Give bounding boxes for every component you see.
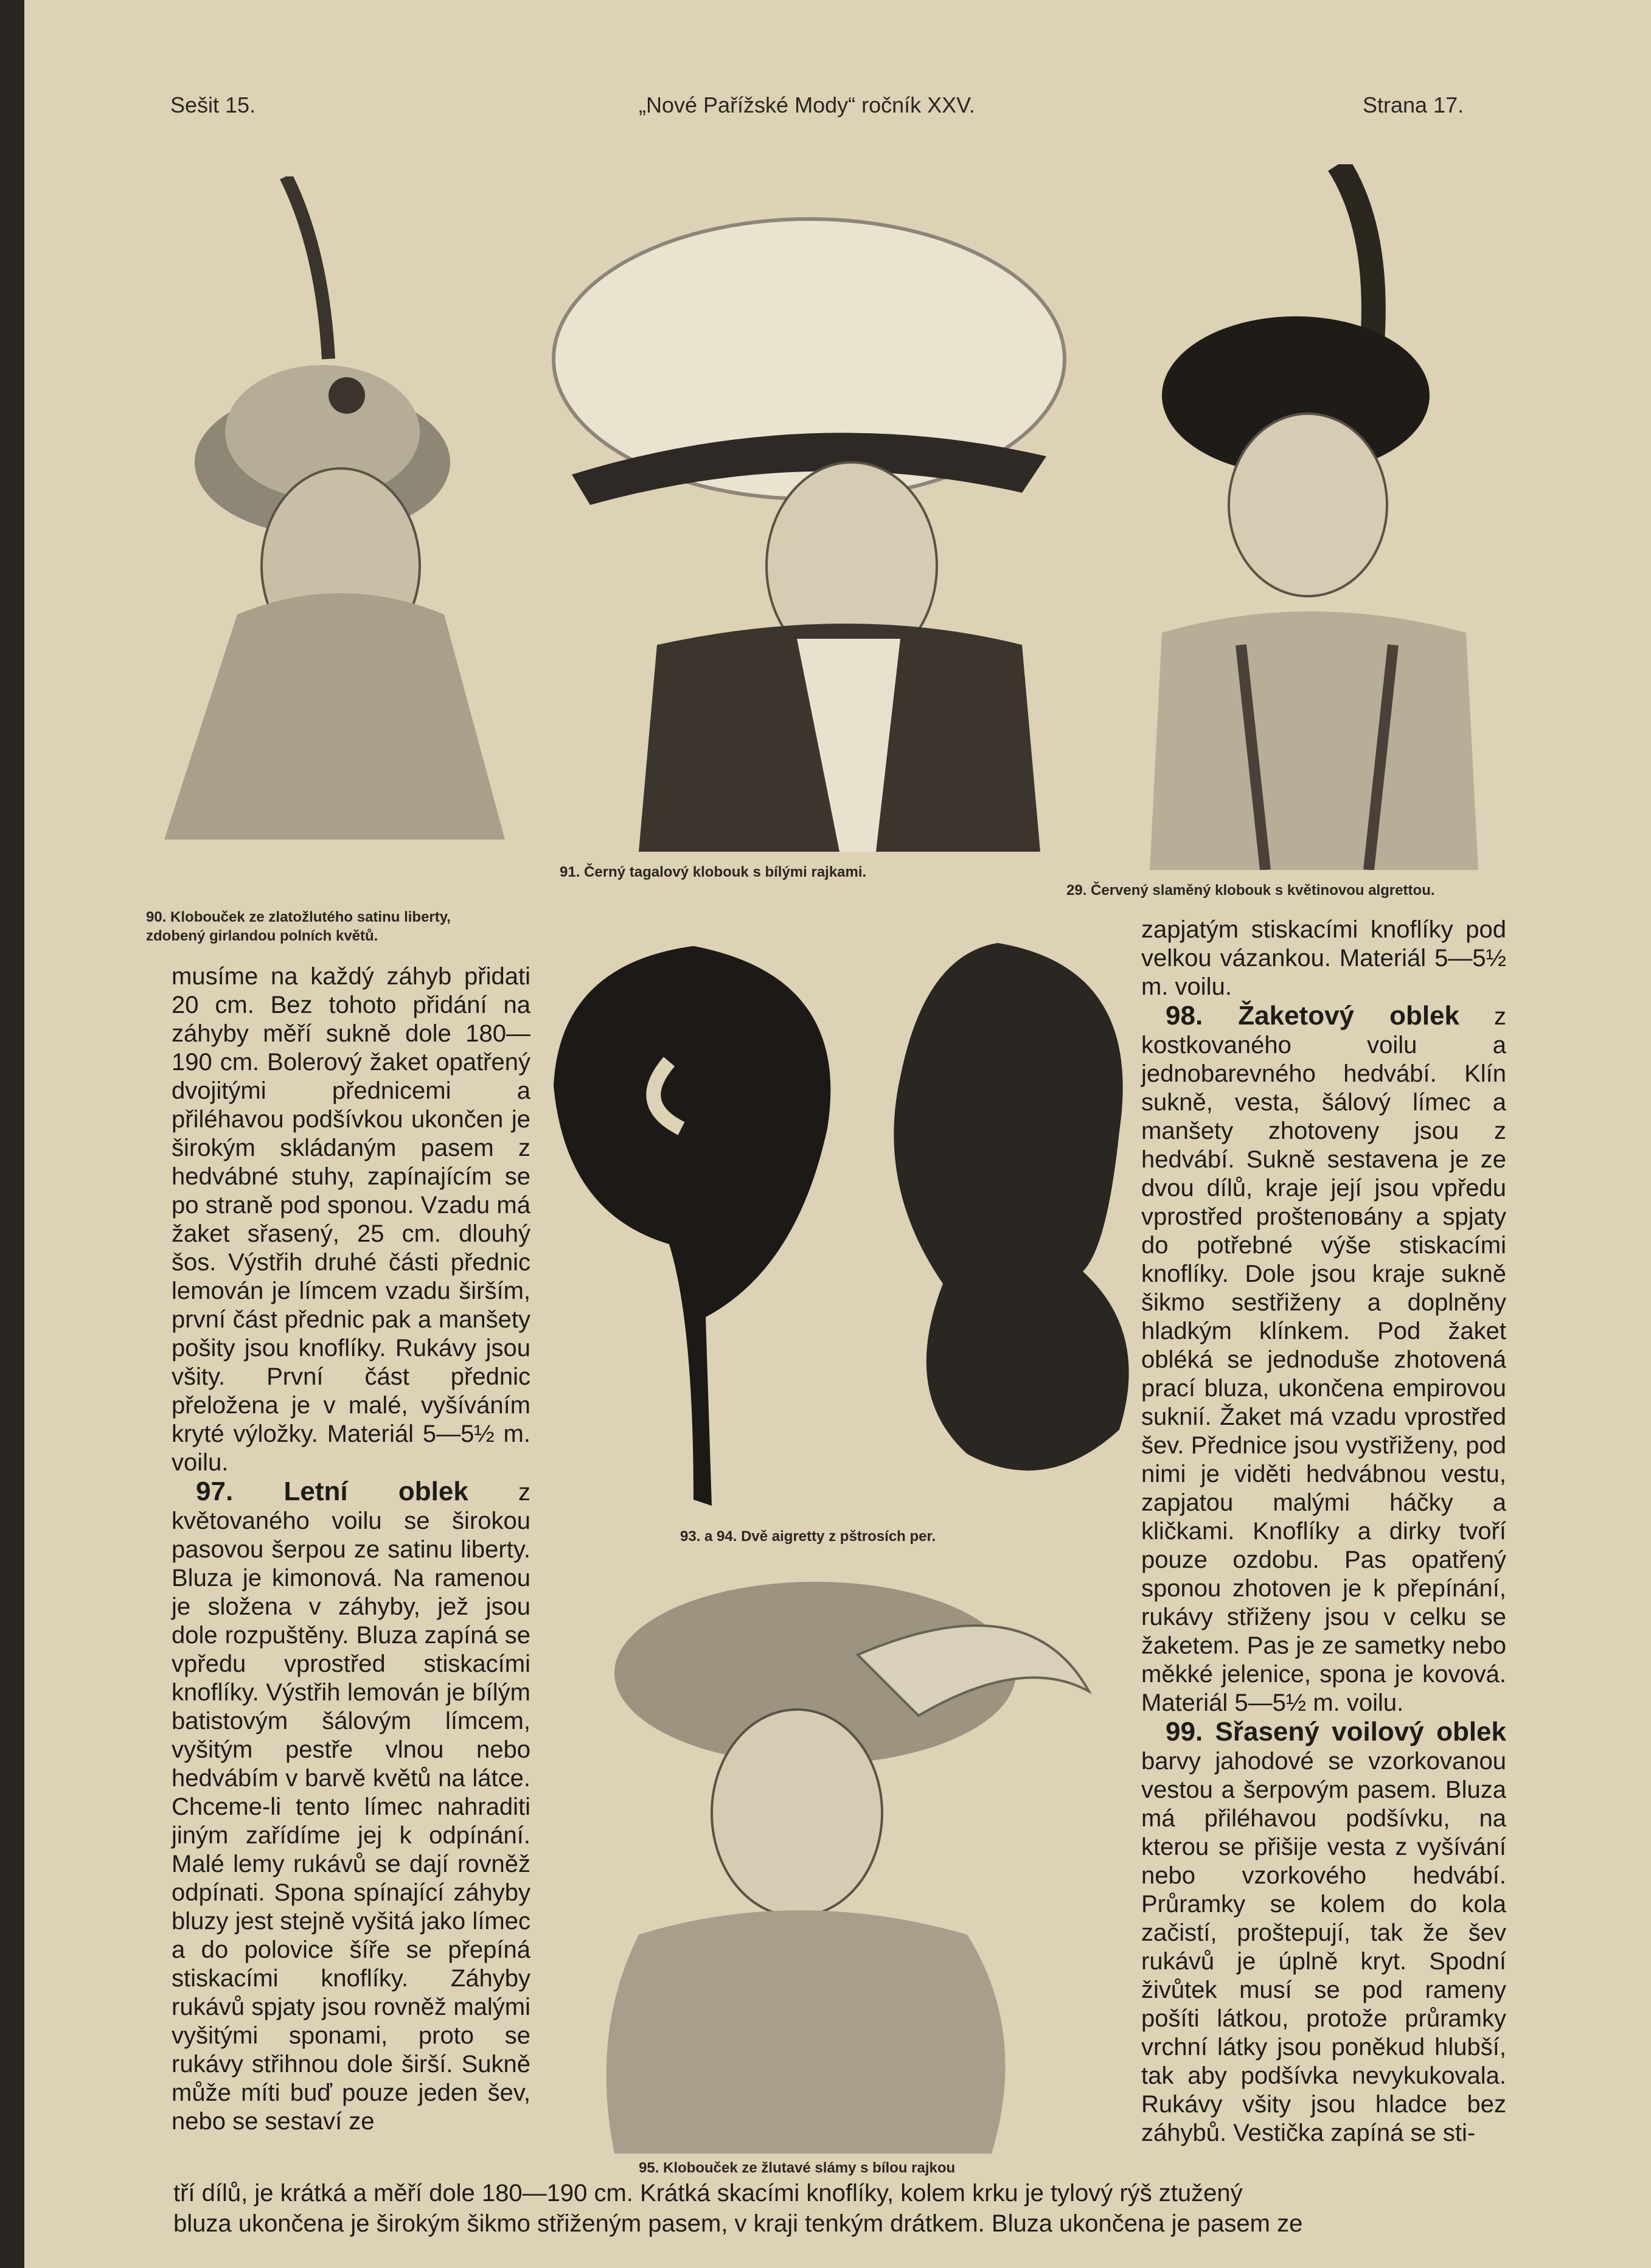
magazine-page	[24, 0, 1651, 2268]
bottom-line-1: tří dílů, je krátká a měří dole 180—190 cm. Krátká skacími knoflíky, kolem krku je tylový rýš ztužený	[173, 2180, 1243, 2207]
left-paragraph-2: z květovaného voilu se širokou pasovou šerpou ze satinu liberty. Bluza je kimonová. Na ramenou je složena v záhyby, jež jsou dole rozpuštěny. Bluza zapíná se vpředu vprostřed stiskacími knoflíky. Výstřih lemován je bílým batistovým šálovým límcem, vyšitým pestře vlnou nebo hedvábím v barvě květů na látce. Chceme-li tento límec nahraditi jiným zařídíme jej k odpínání. Malé lemy rukávů se dají rovněž odpínati. Spona spínající záhyby bluzy jest stejně vyšitá jako límec a do polovice šíře se přepíná stiskacími knoflíky. Záhyby rukávů spjaty jsou rovněž malými vyšitými sponami, proto se rukávy střihnou dole širší. Sukně může míti buď pouze jeden šev, nebo se sestaví ze	[172, 1479, 530, 2135]
heading-99: 99. Sřasený voilový oblek	[1166, 1717, 1506, 1747]
fig92-caption: 29. Červený slaměný klobouk s květinovou algrettou.	[1066, 882, 1435, 899]
fig91-caption: 91. Černý tagalový klobouk s bílými rajkami.	[560, 864, 867, 880]
left-column-top	[172, 962, 530, 2136]
heading-98: 98. Žaketový oblek	[1166, 1001, 1460, 1031]
fig92-illustration	[1138, 164, 1490, 870]
fig90-caption: 90. Klobouček ze zlatožlutého satinu liberty, zdobený girlandou polních květů.	[146, 909, 451, 945]
page-number: Strana 17.	[1363, 92, 1464, 117]
heading-97: 97. Letní oblek	[196, 1477, 468, 1506]
fig93-caption: 93. a 94. Dvě aigretty z pštrosích per.	[680, 1528, 936, 1545]
right-column	[1141, 916, 1506, 2148]
right-paragraph-2: z kostkovaného voilu a jednobarevného hedvábí. Klín sukně, vesta, šálový límec a manšety zhotoveny jsou z hedvábí. Sukně sestavena je ze dvou dílů, kraje její jsou vpředu vprostřed prošteповány a spjaty do potřebné výše stiskacími knoflíky. Dole jsou kraje sukně šikmo sestřiženy a doplněny hladkým klínkem. Pod žaket obléká se jednoduše zhotovená prací bluza, ukončena empirovou suknií. Žaket má vzadu vprostřed šev. Přednice jsou vystřiženy, pod nimi je viděti hedvábnou vestu, zapjatou malými háčky a kličkami. Knoflíky a dirky tvoří pouze ozdobu. Pas opatřený sponou zhotoven je k přepínání, rukávy střiženy jsou v celku se žaketem. Pas je ze sametky nebo měkké jelenice, spona je kovová. Materiál 5—5½ m. voilu.	[1141, 1003, 1506, 1716]
right-paragraph-3: barvy jahodové se vzorkovanou vestou a šerpovým pasem. Bluza má přiléhavou podšívku, na kterou se přišije vesta z vyšívání nebo vzorkového hedvábí. Průramky se kolem do kola začistí, proštepují, tak že šev rukávů je úplně kryt. Spodní živůtek musí se pod rameny pošíti látkou, protože průramky vrchní látky jsou poněkud hlubší, tak aby podšívka nevykukovala. Rukávy všity jsou hladce bez záhybů. Vestička zapíná se sti-	[1141, 1748, 1506, 2146]
left-paragraph-1: musíme na každý záhyb přidati 20 cm. Bez tohoto přidání na záhyby měří sukně dole 180—190 cm. Bolerový žaket opatřený dvojitými přednicemi a přiléhavou podšívkou ukončen je širokým skládaným pasem z hedvábné stuhy, zapínajícím se po straně pod sponou. Vzadu má žaket sřasený, 25 cm. dlouhý šos. Výstřih druhé části přednic lemován je límcem vzadu širším, první část přednic pak a manšety pošity jsou knoflíky. Rukávy jsou všity. První část přednic přeložena je v malé, vyšíváním kryté výložky. Materiál 5—5½ m. voilu.	[172, 963, 530, 1476]
issue-number: Sešit 15.	[170, 92, 256, 117]
fig93-aigrette-illustration	[511, 928, 876, 1506]
fig95-caption: 95. Klobouček ze žlutavé slámy s bílou rajkou	[639, 2160, 956, 2176]
right-paragraph-1: zapjatým stiskacími knoflíky pod velkou vázankou. Materiál 5—5½ m. voilu.	[1141, 916, 1506, 1000]
bottom-line-2: bluza ukončena je širokým šikmo střiženým pasem, v kraji tenkým drátkem. Bluza ukončena je pasem ze	[173, 2210, 1303, 2237]
magazine-title: „Nové Pařížské Mody“ ročník XXV.	[639, 92, 975, 117]
fig95-illustration	[602, 1570, 1101, 2154]
fig94-aigrette-illustration	[864, 931, 1168, 1497]
fig90-illustration	[164, 176, 523, 840]
fig91-illustration	[535, 201, 1077, 852]
